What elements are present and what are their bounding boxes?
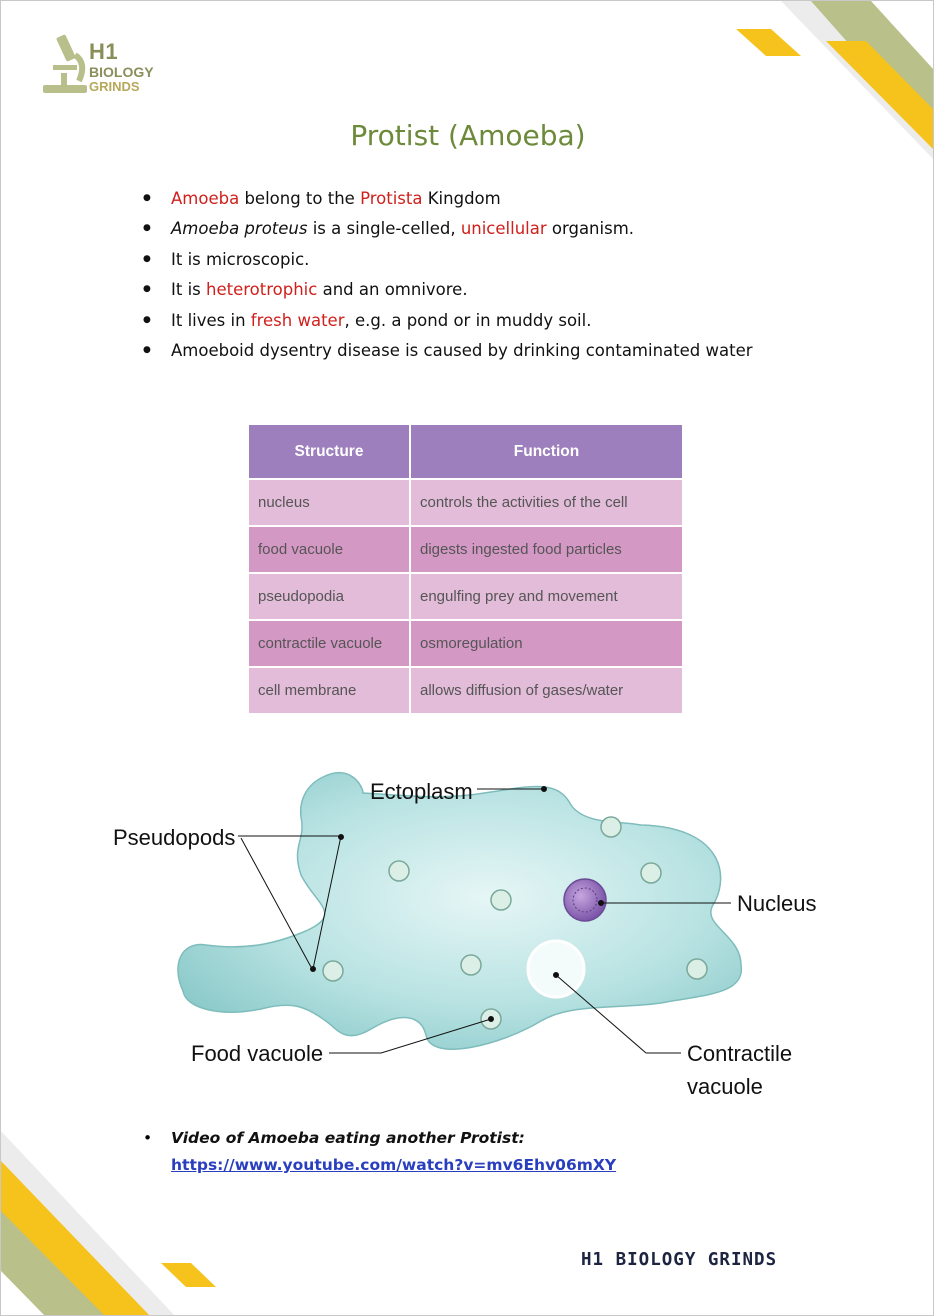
bullet-item [143,276,753,306]
food-vacuole-icon [601,817,621,837]
structure-cell: cell membrane [248,667,410,714]
structure-cell: food vacuole [248,526,410,573]
label-ectoplasm: Ectoplasm [370,779,473,804]
table-header-row [248,424,683,479]
header-function: Function [410,424,683,479]
youtube-link[interactable]: https://www.youtube.com/watch?v=mv6Ehv06mXY [171,1156,617,1174]
table-row [248,667,683,714]
bullet-text: It is [171,280,207,300]
table-row [248,526,683,573]
food-vacuole-icon [461,955,481,975]
bullet-text: Amoeba [171,189,240,208]
bullet-text: It is microscopic. [171,249,310,269]
food-vacuole-icon [641,863,661,883]
amoeba-cell-body [178,773,741,1050]
structure-function-table [247,423,684,715]
food-vacuole-icon [491,890,511,910]
bullet-text: , e.g. a pond or in muddy soil. [344,310,592,330]
table-row [248,573,683,620]
bullet-item [143,337,753,367]
bullet-item [143,215,753,245]
food-vacuole-icon [389,861,409,881]
logo-grinds: GRINDS [89,79,140,94]
structure-cell: pseudopodia [248,573,410,620]
logo-text [89,41,154,93]
bullet-text: Protista [360,189,423,208]
video-caption: Video of Amoeba eating another Protist: [171,1129,525,1147]
function-cell: engulfing prey and movement [410,573,683,620]
bullet-list [143,185,753,367]
logo-biology: BIOLOGY [89,64,154,80]
bullet-text: is a single-celled, [307,219,461,239]
bullet-item [143,185,753,215]
label-vacuole: vacuole [687,1074,763,1099]
bullet-text: organism. [546,219,635,239]
bullet-text: Kingdom [422,189,501,208]
function-cell: digests ingested food particles [410,526,683,573]
bullet-item [143,307,753,337]
logo-h1: H1 [89,39,119,64]
bullet-text: and an omnivore. [317,280,468,300]
bullet-text: heterotrophic [206,280,318,300]
food-vacuole-icon [687,959,707,979]
bullet-text: unicellular [460,219,547,239]
footer-brand: H1 BIOLOGY GRINDS [581,1250,778,1270]
label-contractile: Contractile [687,1041,793,1066]
bullet-text: belong to the [239,189,361,208]
stripe-bottom-yellow-small [161,1263,216,1287]
function-cell: controls the activities of the cell [410,479,683,526]
label-food-vacuole: Food vacuole [191,1041,324,1066]
function-cell: allows diffusion of gases/water [410,667,683,714]
bullet-item [143,246,753,276]
bullet-text: It lives in [171,310,251,330]
function-cell: osmoregulation [410,620,683,667]
amoeba-diagram [101,765,841,1105]
structure-cell: nucleus [248,479,410,526]
bullet-text: Amoeba proteus [171,219,308,239]
table-row [248,479,683,526]
stripe-top-yellow-small [736,29,801,56]
table-row [248,620,683,667]
page-title: Protist (Amoeba) [350,119,586,152]
contractile-vacuole-shape [528,941,584,997]
structure-cell: contractile vacuole [248,620,410,667]
nucleus-shape [564,879,606,921]
header-structure: Structure [248,424,410,479]
label-nucleus: Nucleus [737,891,817,916]
bullet-text: fresh water [250,310,345,330]
label-pseudopods: Pseudopods [113,825,236,850]
food-vacuole-icon [323,961,343,981]
bullet-text: Amoeboid dysentry disease is caused by drinking contaminated water [171,340,753,360]
video-bullet: • [143,1129,153,1147]
